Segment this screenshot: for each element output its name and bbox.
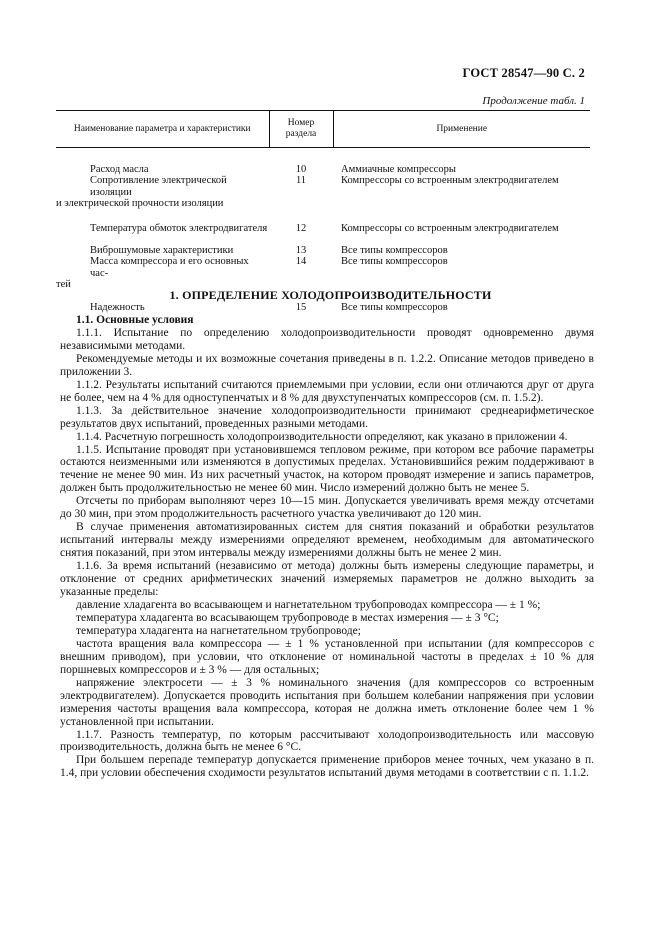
column-header-parameter: Наименование параметра и характеристики <box>56 111 269 148</box>
row-application: Все типы компрессоров <box>341 245 448 257</box>
body-paragraph: давление хладагента во всасывающем и нагнетательном трубопроводах компрессора — ± 1 %; <box>76 598 541 611</box>
row-section-number: 11 <box>295 175 307 187</box>
body-paragraph: температура хладагента на нагнетательном трубопроводе; <box>76 624 361 637</box>
parameters-table <box>56 110 590 313</box>
body-paragraph: Отсчеты по приборам выполняют через 10—15 мин. Допускается увеличивать время между отсчетами до 30 мин, при этом продолжительность расчетного участка увеличивают до 120 мин. <box>60 495 594 521</box>
body-paragraph: 1.1.6. За время испытаний (независимо от метода) должны быть измерены следующие параметры, и отклонение от средних арифметических значений измеряемых параметров не должно выходить за указанные пределы: <box>60 560 594 599</box>
body-paragraph: частота вращения вала компрессора — ± 1 % установленной при испытании (для компрессоров с внешним приводом), при условии, что отклонение от номинальной частоты в пределах ± 10 % для поршневых компрессоров и ± 3 % — для остальных; <box>60 637 594 676</box>
row-parameter-name <box>56 256 269 290</box>
row-application: Все типы компрессоров <box>341 301 448 313</box>
table-continuation-label: Продолжение табл. 1 <box>482 95 585 107</box>
column-header-section-line1: Номер <box>287 118 315 128</box>
row-parameter-name-line: Расход масла <box>90 164 149 175</box>
body-paragraph: При большем перепаде температур допускается применение приборов менее точных, чем указано в п. 1.4, при условии обеспечения сходимости результатов испытаний двумя методами в соответствии с п. 1.1.2. <box>60 754 594 780</box>
body-paragraph: Рекомендуемые методы и их возможные сочетания приведены в п. 1.2.2. Описание методов приведено в приложении 3. <box>60 352 594 378</box>
table-header-row <box>56 111 590 148</box>
row-parameter-name-line: Надежность <box>90 301 145 313</box>
body-paragraph: В случае применения автоматизированных систем для снятия показаний и обработки результатов испытаний интервалы между измерениями определяют временем, необходимым для автоматического снятия показаний, при этом интервалы между измерениями должны быть не менее 2 мин. <box>60 521 594 560</box>
table-row <box>56 175 590 209</box>
row-parameter-name-line: тей <box>56 279 71 291</box>
row-parameter-name-line: Температура обмоток электродвигателя <box>90 222 268 234</box>
row-section-number: 15 <box>295 301 307 313</box>
page-header: ГОСТ 28547—90 С. 2 <box>462 66 585 80</box>
row-section-number: 13 <box>295 245 307 257</box>
table-row <box>56 234 590 256</box>
body-paragraph: 1.1.5. Испытание проводят при установившемся тепловом режиме, при котором все рабочие параметры остаются неизменными или изменяются в допустимых пределах. Установившийся режим поддерживают в течение не менее 90 мин. Из них расчетный участок, на котором проводят измерение и запись параметров, должен быть продолжительностью не менее 60 мин. Число измерений должно быть не менее 5. <box>60 443 594 495</box>
row-parameter-name-line: Масса компрессора и его основных час- <box>90 256 249 279</box>
table-row <box>56 256 590 290</box>
row-section-number: 14 <box>295 256 307 268</box>
body-paragraph: 1.1.1. Испытание по определению холодопроизводительности проводят одновременно двумя независимыми методами. <box>60 326 594 352</box>
row-parameter-name <box>56 210 269 234</box>
row-application: Компрессоры со встроенным электродвигателем <box>341 222 559 234</box>
row-section-number: 10 <box>295 164 307 175</box>
body-paragraph: 1.1.4. Расчетную погрешность холодопроизводительности определяют, как указано в приложении 4. <box>76 430 568 443</box>
row-parameter-name <box>56 148 269 176</box>
column-header-application: Применение <box>333 111 590 148</box>
row-parameter-name <box>56 175 269 209</box>
body-paragraph: 1.1.7. Разность температур, по которым рассчитывают холодопроизводительность или массовую производительность, должна быть не менее 6 °С. <box>60 728 594 754</box>
body-paragraph: 1.1.2. Результаты испытаний считаются приемлемыми при условии, если они отличаются друг от друга не более, чем на 4 % для одноступенчатых и 8 % для двухступенчатых компрессоров (см. п. 1.5.2). <box>60 378 594 404</box>
body-paragraph: 1.1.3. За действительное значение холодопроизводительности принимают среднеарифметическое результатов двух испытаний, проведенных разными методами. <box>60 404 594 430</box>
body-paragraph: напряжение электросети — ± 3 % номинального значения (для компрессоров со встроенным электродвигателем). Допускается проводить испытания при большем колебании напряжения при условии измерения частоты вращения вала компрессора, которая не должна иметь отклонение более чем 1 % установленной при испытании. <box>60 676 594 728</box>
column-header-section <box>269 111 333 148</box>
subsection-title: 1.1. Основные условия <box>76 314 194 326</box>
row-application: Аммиачные компрессоры <box>341 164 456 175</box>
table-row <box>56 148 590 176</box>
body-paragraph: температура хладагента во всасывающем трубопроводе в местах измерения — ± 3 °С; <box>76 611 499 624</box>
row-parameter-name-line: и электрической прочности изоляции <box>56 198 224 210</box>
row-application: Все типы компрессоров <box>341 256 448 268</box>
section-body <box>60 314 594 780</box>
table-row <box>56 210 590 234</box>
row-application: Компрессоры со встроенным электродвигателем <box>341 175 559 187</box>
row-parameter-name <box>56 234 269 256</box>
column-header-section-line2: раздела <box>285 129 317 139</box>
row-parameter-name-line: Виброшумовые характеристики <box>90 245 234 257</box>
row-section-number: 12 <box>295 222 307 234</box>
section-title: 1. ОПРЕДЕЛЕНИЕ ХОЛОДОПРОИЗВОДИТЕЛЬНОСТИ <box>169 288 492 302</box>
row-parameter-name-line: Сопротивление электрической изоляции <box>90 175 227 198</box>
